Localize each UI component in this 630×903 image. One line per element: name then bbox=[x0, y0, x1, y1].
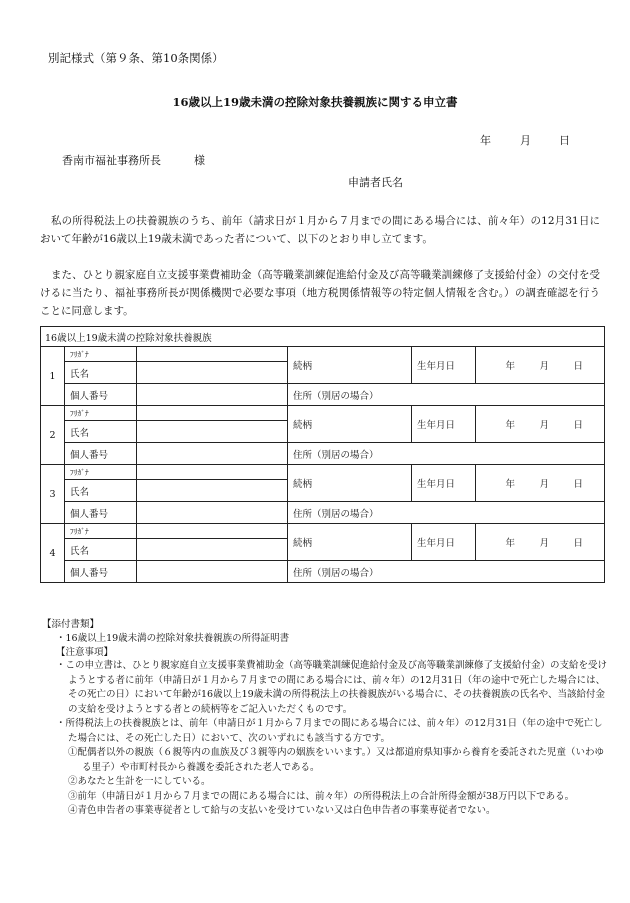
furigana-label: ﾌﾘｶﾞﾅ bbox=[65, 347, 137, 362]
statement-paragraph-2: また、ひとり親家庭自立支援事業費補助金（高等職業訓練促進給付金及び高等職業訓練修了支援給付金）の交付を受けるに当たり、福祉事務所長が関係機関で必要な事項（地方税関係情報等の特定個人情報を含む。）の調査確認を行うことに同意します。 bbox=[40, 269, 600, 317]
dependent-2-id-number-field[interactable] bbox=[137, 443, 288, 465]
notes-heading: 【注意事項】 bbox=[56, 647, 114, 658]
dependents-table bbox=[40, 326, 605, 583]
address-label: 住所（別居の場合） bbox=[293, 508, 379, 520]
document-title: 16歳以上19歳未満の控除対象扶養親族に関する申立書 bbox=[172, 95, 458, 109]
relation-label: 続柄 bbox=[288, 465, 412, 502]
dependent-3-address-field[interactable] bbox=[288, 502, 605, 524]
dependent-3-birthdate-field[interactable]: 年 月 日 bbox=[476, 465, 605, 502]
dependent-1-id-number-field[interactable] bbox=[137, 384, 288, 406]
row-number: 1 bbox=[41, 347, 65, 406]
dependent-4-address-field[interactable] bbox=[288, 561, 605, 583]
notes-condition-3: ③前年（申請日が１月から７月までの間にある場合には、前々年）の所得税法上の合計所得金額が38万円以下である。 bbox=[68, 790, 575, 802]
dependent-2-furigana-field[interactable] bbox=[137, 406, 288, 421]
id-number-label: 個人番号 bbox=[65, 561, 137, 583]
furigana-label: ﾌﾘｶﾞﾅ bbox=[65, 524, 137, 539]
birth-label: 生年月日 bbox=[412, 347, 476, 384]
dependent-4-furigana-field[interactable] bbox=[137, 524, 288, 539]
dependent-4-furigana-row bbox=[41, 524, 605, 539]
row-number: 3 bbox=[41, 465, 65, 524]
id-number-label: 個人番号 bbox=[65, 384, 137, 406]
table-header: 16歳以上19歳未満の控除対象扶養親族 bbox=[41, 327, 605, 347]
relation-label: 続柄 bbox=[288, 524, 412, 561]
dependent-1-address-field[interactable] bbox=[288, 384, 605, 406]
dependent-4-id-number-field[interactable] bbox=[137, 561, 288, 583]
dependent-1-furigana-row bbox=[41, 347, 605, 362]
dependent-3-name-field[interactable] bbox=[137, 480, 288, 502]
dependent-2-furigana-row bbox=[41, 406, 605, 421]
furigana-label: ﾌﾘｶﾞﾅ bbox=[65, 406, 137, 421]
address-label: 住所（別居の場合） bbox=[293, 449, 379, 461]
date-month: 月 bbox=[520, 134, 531, 147]
notes-condition-4: ④青色申告者の事業専従者として給与の支払いを受けていない又は白色申告者の事業専従者でない。 bbox=[68, 805, 496, 816]
notes-condition-2: ②あなたと生計を一にしている。 bbox=[68, 776, 211, 787]
name-label: 氏名 bbox=[65, 480, 137, 502]
furigana-label: ﾌﾘｶﾞﾅ bbox=[65, 465, 137, 480]
dependent-2-address-field[interactable] bbox=[288, 443, 605, 465]
name-label: 氏名 bbox=[65, 421, 137, 443]
statement-paragraph-1: 私の所得税法上の扶養親族のうち、前年（請求日が１月から７月までの間にある場合には、前々年）の12月31日において年齢が16歳以上19歳未満であった者について、以下のとおり申し立てます。 bbox=[40, 215, 600, 245]
name-label: 氏名 bbox=[65, 362, 137, 384]
birth-label: 生年月日 bbox=[412, 524, 476, 561]
dependent-4-name-field[interactable] bbox=[137, 539, 288, 561]
row-number: 4 bbox=[41, 524, 65, 583]
addressee: 香南市福祉事務所長 様 bbox=[62, 154, 205, 167]
birth-label: 生年月日 bbox=[412, 406, 476, 443]
dependent-3-furigana-field[interactable] bbox=[137, 465, 288, 480]
date-year: 年 bbox=[480, 134, 491, 147]
attachments-item: ・16歳以上19歳未満の控除対象扶養親族の所得証明書 bbox=[56, 633, 290, 644]
date-day: 日 bbox=[559, 134, 570, 147]
dependent-4-birthdate-field[interactable]: 年 月 日 bbox=[476, 524, 605, 561]
dependent-3-id-number-field[interactable] bbox=[137, 502, 288, 524]
attachments-heading: 【添付書類】 bbox=[42, 619, 100, 630]
dependent-1-furigana-field[interactable] bbox=[137, 347, 288, 362]
applicant-name-label: 申請者氏名 bbox=[348, 176, 403, 189]
notes-bullet-1: ・この申立書は、ひとり親家庭自立支援事業費補助金（高等職業訓練促進給付金及び高等職業訓練修了支援給付金）の支給を受けようとする者に前年（申請日が１月から７月までの間にある場合には、前々年）の12月31日（年の途中で死亡した場合には、その死亡の日）において年齢が16歳以上19歳未満の所得税法上の扶養親族がいる場合に、その扶養親族の氏名や、当該給付金の支給を受けようとする者との続柄等をご記入いただくものです。 bbox=[56, 660, 608, 715]
notes-condition-1: ①配偶者以外の親族（６親等内の血族及び３親等内の姻族をいいます。）又は都道府県知事から養育を委託された児童（いわゆる里子）や市町村長から養護を委託された老人である。 bbox=[68, 747, 604, 773]
notes-body bbox=[56, 659, 608, 819]
notes-bullet-2: ・所得税法上の扶養親族とは、前年（申請日が１月から７月までの間にある場合には、前々年）の12月31日（年の途中で死亡した場合には、その死亡した日）において、次のいずれにも該当する方です。 bbox=[56, 718, 603, 744]
dependent-3-furigana-row bbox=[41, 465, 605, 480]
row-number: 2 bbox=[41, 406, 65, 465]
id-number-label: 個人番号 bbox=[65, 443, 137, 465]
form-label: 別記様式（第９条、第10条関係） bbox=[48, 51, 224, 65]
relation-label: 続柄 bbox=[288, 406, 412, 443]
dependent-1-name-field[interactable] bbox=[137, 362, 288, 384]
id-number-label: 個人番号 bbox=[65, 502, 137, 524]
birth-label: 生年月日 bbox=[412, 465, 476, 502]
address-label: 住所（別居の場合） bbox=[293, 390, 379, 402]
dependent-2-name-field[interactable] bbox=[137, 421, 288, 443]
address-label: 住所（別居の場合） bbox=[293, 567, 379, 579]
dependent-1-birthdate-field[interactable]: 年 月 日 bbox=[476, 347, 605, 384]
name-label: 氏名 bbox=[65, 539, 137, 561]
relation-label: 続柄 bbox=[288, 347, 412, 384]
dependent-2-birthdate-field[interactable]: 年 月 日 bbox=[476, 406, 605, 443]
